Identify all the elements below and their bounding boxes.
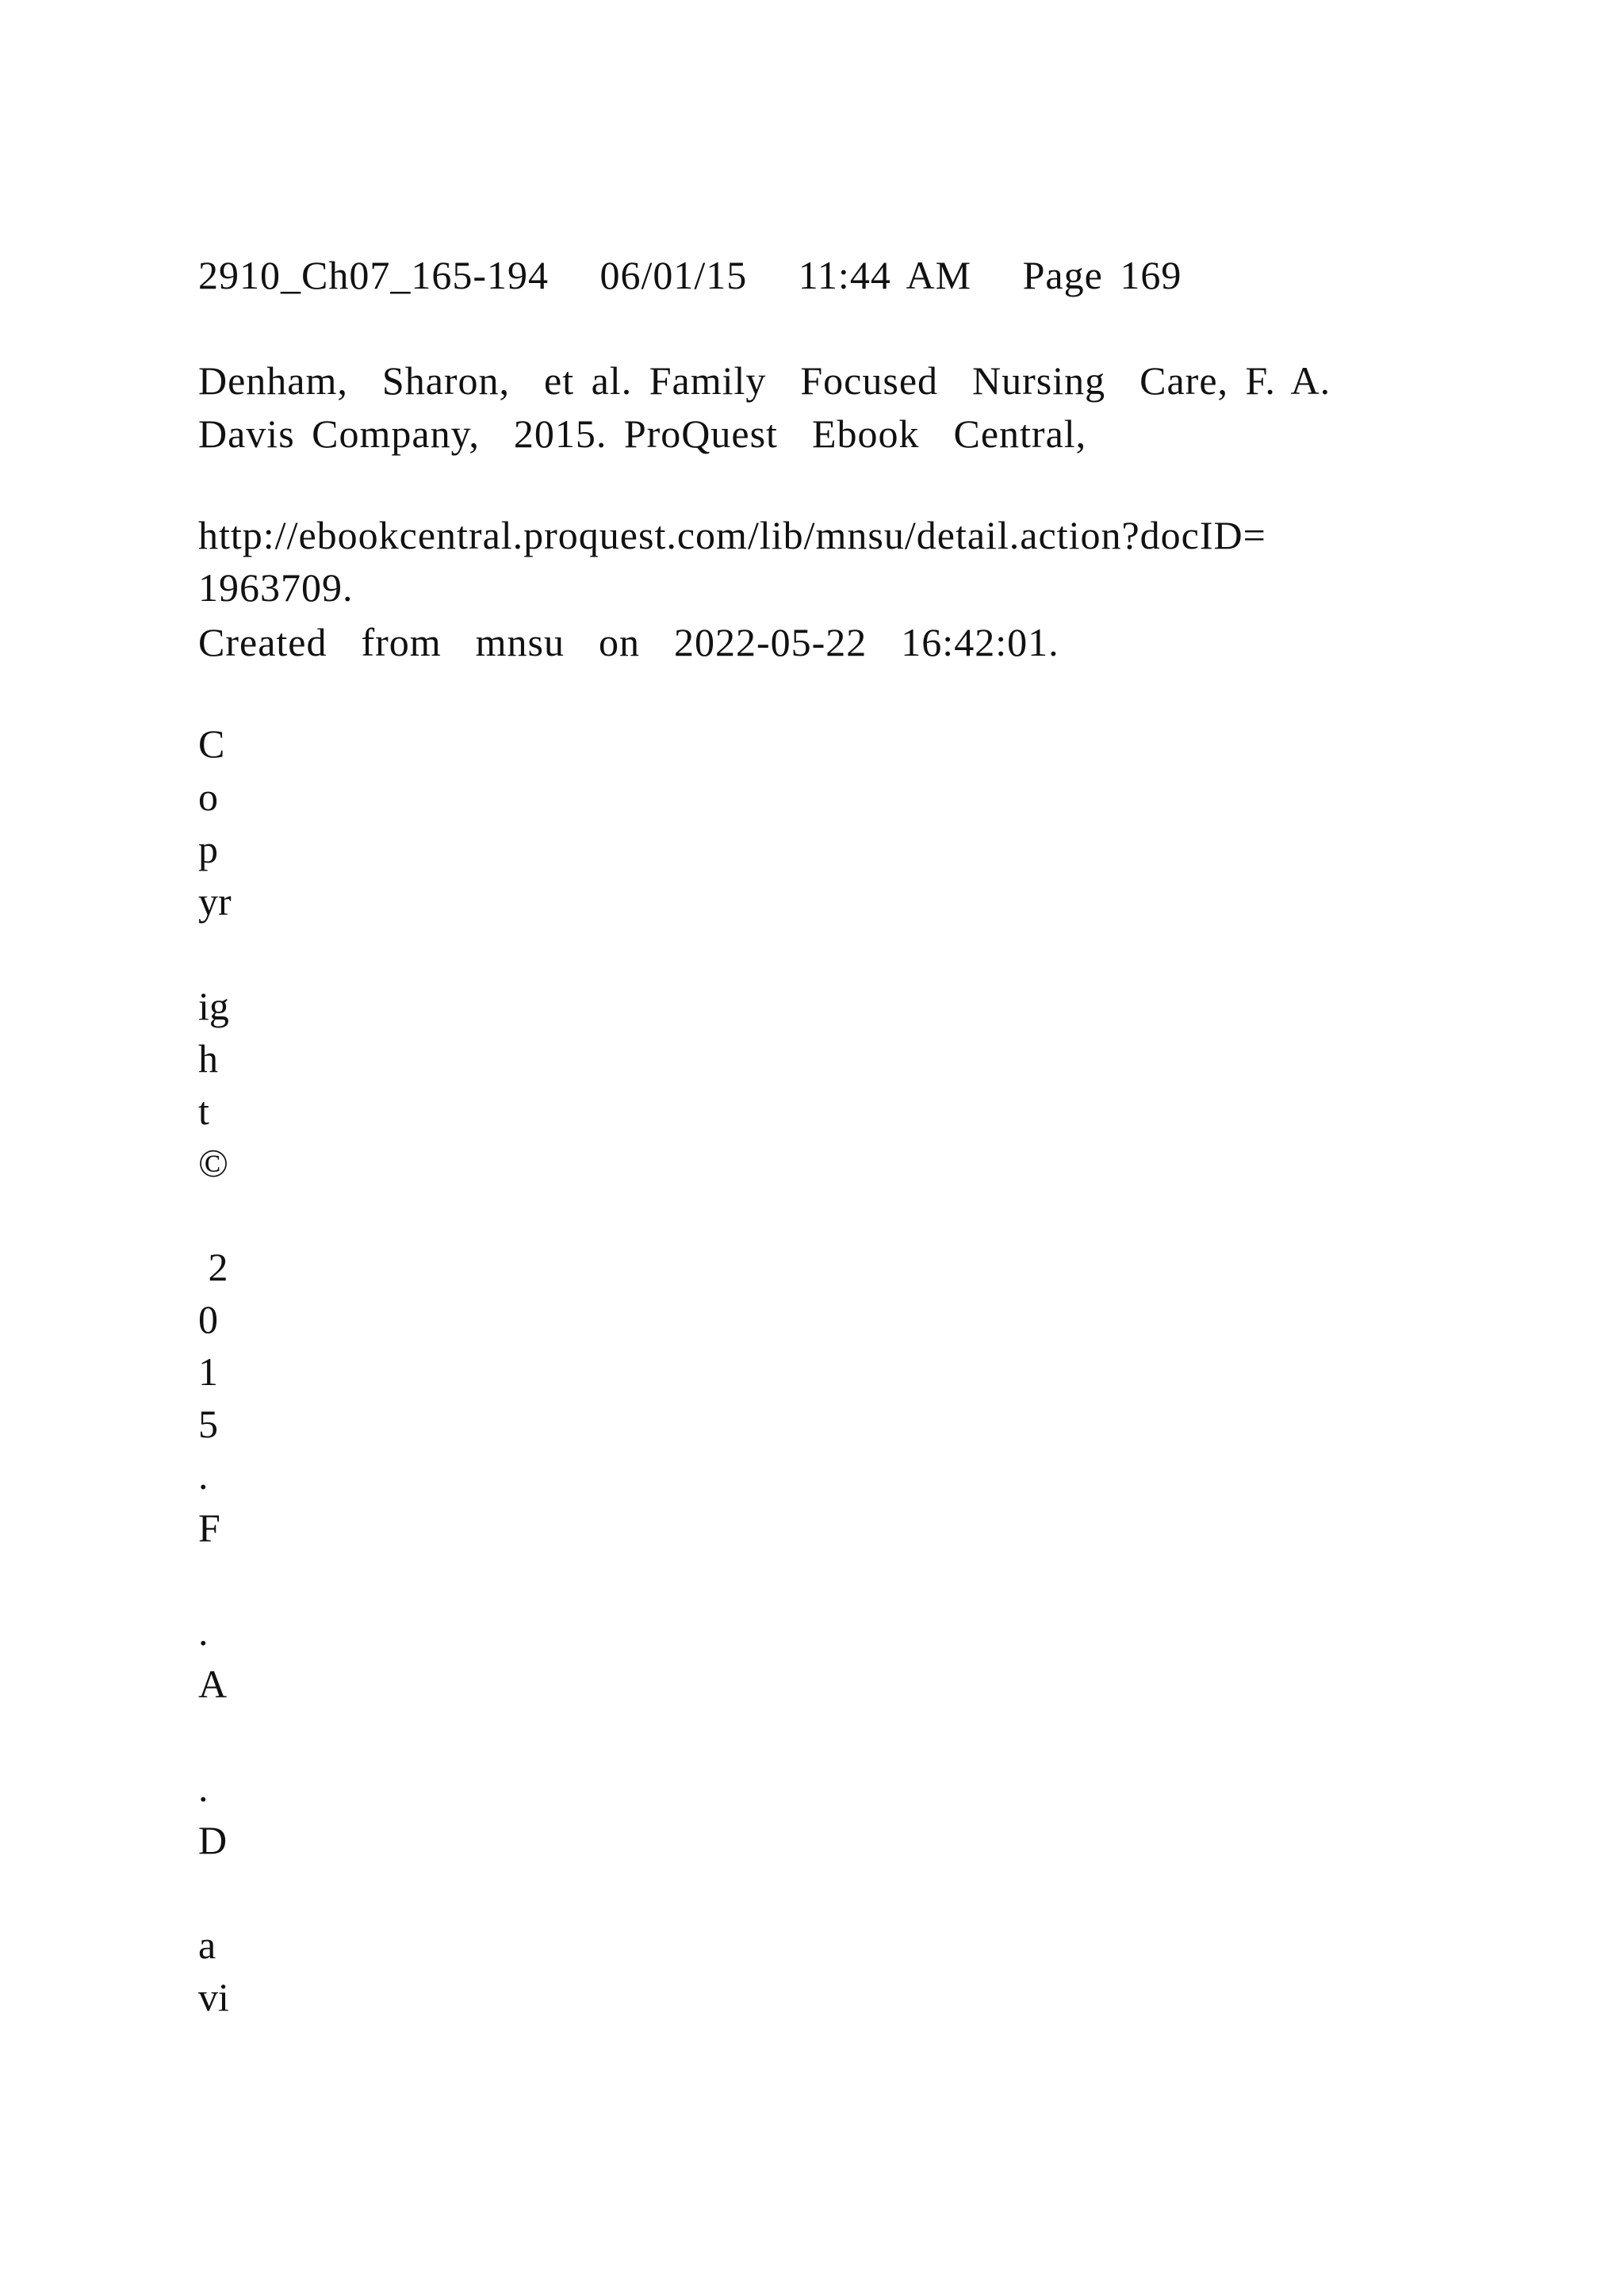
watermark-char: 2: [198, 1245, 228, 1289]
watermark-char: vi: [198, 1975, 229, 2019]
watermark-char: o: [198, 775, 218, 819]
watermark-char: 0: [198, 1297, 218, 1341]
watermark-copyright-symbol: ©: [198, 1141, 228, 1185]
watermark-char: yr: [198, 879, 232, 924]
created-line: Created from mnsu on 2022-05-22 16:42:01.: [198, 620, 1059, 664]
watermark-char: F: [198, 1506, 220, 1550]
watermark-char: p: [198, 827, 218, 871]
watermark-char: 5: [198, 1402, 218, 1446]
watermark-char: 1: [198, 1349, 218, 1394]
url-line-1: http://ebookcentral.proquest.com/lib/mnsu/detail.action?docID=: [198, 513, 1266, 557]
citation-line-1: Denham, Sharon, et al. Family Focused Nursing Care, F. A.: [198, 358, 1331, 403]
page-header-line: 2910_Ch07_165-194 06/01/15 11:44 AM Page 169: [198, 253, 1182, 297]
watermark-char: D: [198, 1818, 228, 1862]
watermark-char: a: [198, 1923, 216, 1967]
watermark-char: h: [198, 1036, 218, 1081]
url-line-2: 1963709.: [198, 565, 354, 610]
watermark-char: C: [198, 721, 225, 766]
watermark-char: t: [198, 1089, 209, 1133]
watermark-char: ig: [198, 984, 229, 1028]
watermark-char: .: [198, 1766, 209, 1810]
watermark-char: .: [198, 1453, 209, 1498]
citation-line-2: Davis Company, 2015. ProQuest Ebook Central,: [198, 411, 1087, 456]
watermark-char: .: [198, 1609, 209, 1654]
watermark-char: A: [198, 1662, 228, 1706]
